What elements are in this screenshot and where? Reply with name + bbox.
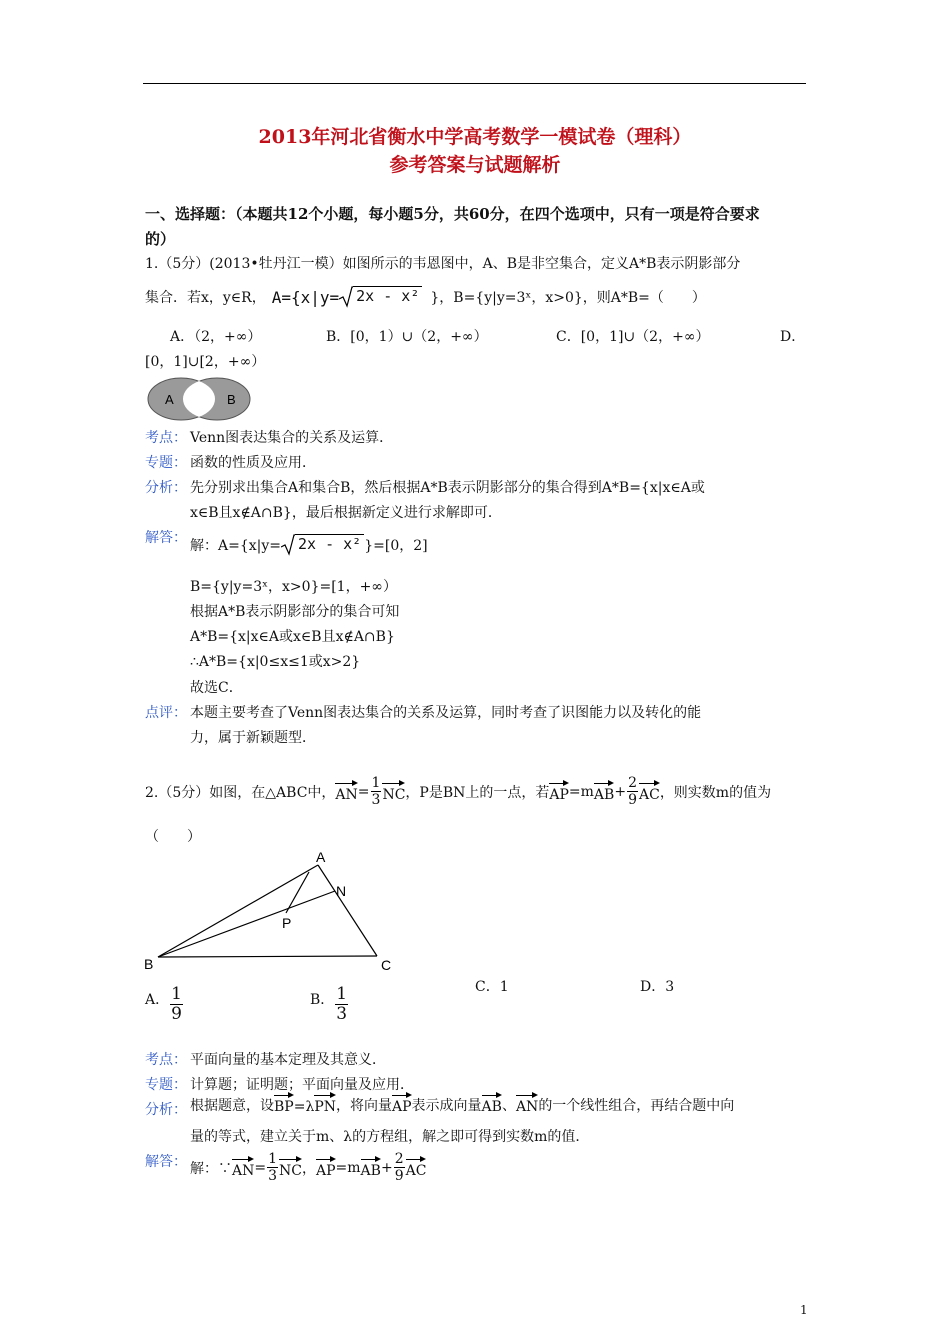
q2-option-c: C．1 [475,979,509,995]
q1-dianping-label: 点评： [145,705,187,721]
venn-diagram [143,374,255,424]
fraction-denominator: 3 [268,1168,278,1184]
q1-sqrt-expr: 2x - x² [353,286,422,305]
q1-option-d: D． [780,329,806,345]
q1-kaodian: Venn图表达集合的关系及运算． [190,430,394,446]
section-heading: 一、选择题：（本题共12个小题，每小题5分，共60分，在四个选项中，只有一项是符合要求 [145,205,760,223]
equals-sign: = [254,1159,267,1176]
q2-fenxi-line1 [190,1092,734,1115]
q1-sol-suffix: }=[0，2] [364,538,428,554]
vector-nc: NC [382,780,405,803]
q2-sol-prefix: 解：∵ [190,1160,232,1177]
q1-stem-line1: 1.（5分）(2013•牡丹江一模）如图所示的韦恩图中，A、B是非空集合，定义A*B表示阴影部分 [145,256,741,272]
fraction-2-9 [394,1152,405,1183]
fraction-numerator: 1 [171,984,182,1004]
q2-stem-text-3: ，则实数m的值为 [659,784,772,801]
q2-fenxi-label: 分析： [145,1102,187,1118]
fraction-numerator: 1 [371,775,381,791]
q2-kaodian-label: 考点： [145,1052,187,1068]
q1-kaodian-label: 考点： [145,430,187,446]
q1-zhuanti-label: 专题： [145,455,187,471]
separator: ， [302,1160,316,1177]
q1-setA-prefix: A={x|y= [271,287,340,307]
q2-option-b-label: B． [310,991,335,1008]
vector-an: AN [232,1156,254,1179]
point-label-n: N [336,883,347,899]
q1-dianping-line2: 力，属于新颖题型． [190,730,316,746]
plus-sign: + [614,783,627,800]
point-label-c: C [381,957,392,973]
q2-fenxi-text-f: 的一个线性组合，再结合题中向 [538,1098,735,1114]
q2-stem-line1 [145,776,771,807]
q1-solution-line2: B={y|y=3ˣ，x>0}=[1，+∞） [190,579,397,595]
q2-zhuanti: 计算题；证明题；平面向量及应用． [190,1077,414,1093]
fraction-denominator: 9 [171,1004,182,1024]
q2-fenxi-text-a: 根据题意，设 [190,1098,274,1114]
plus-sign: + [380,1159,393,1176]
section-heading-cont: 的） [145,230,176,248]
vector-pn: PN [314,1092,336,1115]
q2-solution-line1 [190,1152,426,1183]
q1-option-b: B．[0，1）∪（2，+∞） [326,329,488,345]
q1-sol-sqrt-expr: 2x - x² [295,534,364,553]
fraction-denominator: 3 [336,1004,348,1024]
point-label-b: B [144,956,154,972]
header-rule [143,83,806,84]
q2-jieda-label: 解答： [145,1154,187,1170]
fraction-denominator: 9 [394,1168,404,1184]
q2-stem-text: 2.（5分）如图，在△ABC中， [145,784,336,801]
fraction-1-9 [170,986,183,1023]
triangle-figure [140,845,400,977]
vector-bp: BP [274,1092,294,1115]
fraction-denominator: 9 [628,792,637,808]
q1-fenxi-label: 分析： [145,480,187,496]
q1-dianping-line1: 本题主要考查了Venn图表达集合的关系及运算，同时考查了识图能力以及转化的能 [190,705,702,721]
vector-ab: AB [594,780,614,803]
q1-option-a: A．（2，+∞） [170,329,262,345]
q2-sol-eq-m: =m [335,1159,361,1176]
q1-option-d-value: [0，1]∪[2，+∞） [145,354,266,370]
fraction-2-9 [627,776,638,807]
vector-ap: AP [392,1092,412,1115]
q1-solution-line3: 根据A*B表示阴影部分的集合可知 [190,604,400,620]
q2-kaodian: 平面向量的基本定理及其意义． [190,1052,386,1068]
equals-sign: = [357,783,370,800]
page-number: 1 [800,1303,808,1317]
q2-fenxi-text-e: 、 [501,1098,516,1114]
q1-stem-setB: }，B={y|y=3ˣ，x>0}，则A*B=（ ） [430,290,706,306]
vector-ap: AP [316,1156,336,1179]
vector-ac: AC [406,1156,427,1179]
q1-sqrt [339,286,422,308]
q1-fenxi-line1: 先分别求出集合A和集合B，然后根据A*B表示阴影部分的集合得到A*B={x|x∈A或 [190,480,705,496]
sqrt-radical-icon [339,286,353,308]
fraction-denominator: 3 [371,792,381,808]
q2-option-b [310,974,349,1023]
q2-stem-eq-m: =m [568,783,594,800]
fraction-numerator: 1 [268,1151,278,1167]
doc-title: 2013年河北省衡水中学高考数学一模试卷（理科） [258,126,692,148]
fraction-numerator: 2 [394,1151,404,1167]
fraction-numerator: 2 [628,775,637,791]
vector-nc: NC [279,1156,302,1179]
q2-option-d: D．3 [640,979,675,995]
venn-label-a: A [165,392,174,407]
point-label-a: A [316,849,326,865]
q2-option-a-label: A． [145,991,170,1008]
vector-ap: AP [549,780,569,803]
q2-fenxi-line2: 量的等式，建立关于m、λ的方程组，解之即可得到实数m的值． [190,1129,590,1145]
doc-subtitle: 参考答案与试题解析 [389,154,561,176]
vector-ac: AC [639,780,660,803]
q2-option-a [145,974,184,1023]
q1-stem-line2 [145,286,706,308]
vector-ab: AB [361,1156,381,1179]
q1-fenxi-line2: x∈B且x∉A∩B}，最后根据新定义进行求解即可． [190,505,502,521]
fraction-1-3 [267,1152,278,1183]
q2-fenxi-text-d: 表示成向量 [411,1098,482,1114]
q1-sol-prefix: 解：A={x|y= [190,538,281,554]
q1-solution-line6: 故选C． [190,680,243,696]
venn-label-b: B [227,392,236,407]
vector-an: AN [335,780,357,803]
q1-stem-text: 集合．若x，y∈R， [145,290,266,306]
q2-zhuanti-label: 专题： [145,1077,187,1093]
vector-an: AN [516,1092,538,1115]
q1-solution-line1 [190,534,428,556]
q2-stem-text-2: ，P是BN上的一点，若 [405,784,550,801]
q2-answer-paren: （ ） [145,829,201,845]
vector-ab: AB [482,1092,502,1115]
point-label-p: P [282,915,292,931]
q1-zhuanti: 函数的性质及应用． [190,455,316,471]
fraction-1-3 [335,986,348,1023]
fraction-1-3 [371,776,382,807]
q1-sol-sqrt [281,534,364,556]
sqrt-radical-icon [281,534,295,556]
fraction-numerator: 1 [336,984,348,1004]
q1-jieda-label: 解答： [145,530,187,546]
q1-option-c: C．[0，1]∪（2，+∞） [556,329,710,345]
q1-solution-line5: ∴A*B={x|0≤x≤1或x>2} [190,654,361,670]
q2-fenxi-text-b: =λ [293,1099,315,1115]
q1-solution-line4: A*B={x|x∈A或x∈B且x∉A∩B} [190,629,395,645]
q2-fenxi-text-c: ，将向量 [336,1098,392,1114]
